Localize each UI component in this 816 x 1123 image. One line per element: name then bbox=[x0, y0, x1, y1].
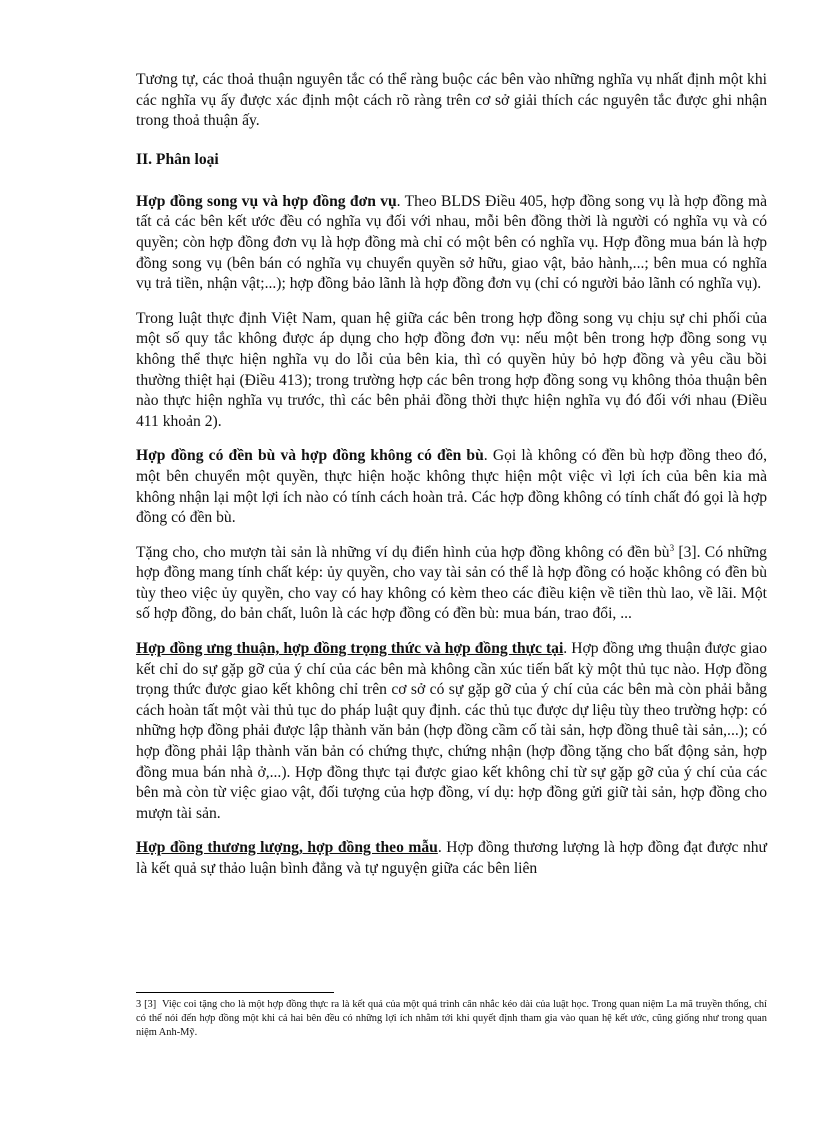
paragraph-text: . Có những hợp đồng mang tính chất kép: ủy quyền, cho vay tài sản có thể là hợp đồng có hoặc không có đền bù tùy theo việc ủy quyền, cho vay có hay không có kèm theo các điều kiện về tiền thù lao, về lãi. Một số hợp đồng, do bản chất, luôn là các hợp đồng có đền bù: mua bán, trao đổi, ... bbox=[136, 543, 767, 623]
paragraph-text: Tặng cho, cho mượn tài sản là những ví dụ điển hình của hợp đồng không có đền bù bbox=[136, 543, 670, 561]
section-heading: II. Phân loại bbox=[136, 150, 219, 168]
document-body bbox=[136, 70, 767, 894]
paragraph-lead: Hợp đồng thương lượng, hợp đồng theo mẫu bbox=[136, 839, 438, 857]
footnote-marker: 3 [3] bbox=[136, 999, 157, 1010]
paragraph-compensation bbox=[136, 446, 767, 528]
footnote-ref-text: [3] bbox=[674, 543, 697, 561]
footnote-reference[interactable]: 3 bbox=[669, 542, 675, 553]
paragraph-bilateral-rules: Trong luật thực định Việt Nam, quan hệ giữa các bên trong hợp đồng song vụ chịu sự chi phối của một số quy tắc không được áp dụng cho hợp đồng đơn vụ: nếu một bên trong hợp đồng song vụ không thể thực hiện nghĩa vụ do lỗi của bên kia, thì có quyền hủy bỏ hợp đồng và yêu cầu bồi thường thiệt hại (Điều 413); trong trường hợp các bên trong hợp đồng song vụ không thỏa thuận bên nào thực hiện nghĩa vụ trước, thì các bên phải đồng thời thực hiện nghĩa vụ đó đối với nhau (Điều 411 khoản 2). bbox=[136, 309, 767, 430]
paragraph-text: . Theo BLDS Điều 405, hợp đồng song vụ là hợp đồng mà tất cả các bên kết ước đều có nghĩa vụ đối với nhau, mỗi bên đồng thời là người có nghĩa vụ và có quyền; còn hợp đồng đơn vụ là hợp đồng mà chỉ có một bên có nghĩa vụ. Hợp đồng mua bán là hợp đồng song vụ (bên bán có nghĩa vụ chuyển quyền sở hữu, giao vật, bảo hành,...; bên mua có nghĩa vụ trả tiền, nhận vật;...); hợp đồng bảo lãnh là hợp đồng đơn vụ (chỉ có người bảo lãnh có nghĩa vụ). bbox=[136, 192, 767, 293]
paragraph-bilateral bbox=[136, 192, 767, 295]
intro-paragraph: Tương tự, các thoả thuận nguyên tắc có thể ràng buộc các bên vào những nghĩa vụ nhất định một khi các nghĩa vụ ấy được xác định một cách rõ ràng trên cơ sở giải thích các nguyên tắc được ghi nhận trong thoả thuận ấy. bbox=[136, 71, 767, 130]
footnote-separator bbox=[136, 992, 334, 993]
paragraph-gift-examples bbox=[136, 543, 767, 625]
paragraph-lead: Hợp đồng có đền bù và hợp đồng không có đền bù bbox=[136, 447, 484, 465]
paragraph-text: . Gọi là không có đền bù hợp đồng theo đó, một bên chuyển một quyền, thực hiện hoặc không thực hiện một việc vì lợi ích của bên kia mà không nhận lại một lợi ích nào có tính cách hoàn trả. Các hợp đồng không có tính chất đó gọi là hợp đồng có đền bù. bbox=[136, 447, 767, 527]
paragraph-text: . Hợp đồng thương lượng là hợp đồng đạt được như là kết quả sự thảo luận bình đẳng và tự nguyện giữa các bên liên bbox=[136, 839, 767, 877]
paragraph-text: . Hợp đồng ưng thuận được giao kết chỉ do sự gặp gỡ của ý chí của các bên mà không cần xúc tiến bất kỳ một thủ tục nào. Hợp đồng trọng thức được giao kết không chỉ trên cơ sở có sự gặp gỡ của ý chí của các bên mà còn phải bằng cách hoàn tất một vài thủ tục do pháp luật quy định. các thủ tục được dự liệu tùy theo trường hợp: có những hợp đồng phải được lập thành văn bản (hợp đồng cầm cố tài sản, hợp đồng thuê tài sản,...); có hợp đồng phải lập thành văn bản có chứng thực, chứng nhận (hợp đồng tặng cho bất động sản, hợp đồng mua bán nhà ở,...). Hợp đồng thực tại được giao kết không chỉ từ sự gặp gỡ của ý chí của các bên mà còn từ việc giao vật, đối tượng của hợp đồng, ví dụ: hợp đồng gửi giữ tài sản, hợp đồng cho mượn tài sản. bbox=[136, 640, 767, 822]
paragraph-consensual bbox=[136, 639, 767, 824]
paragraph-negotiated bbox=[136, 838, 767, 879]
paragraph-lead: Hợp đồng song vụ và hợp đồng đơn vụ bbox=[136, 192, 397, 210]
footnote-text: Việc coi tặng cho là một hợp đồng thực ra là kết quả của một quá trình cân nhắc kéo dài của luật học. Trong quan niệm La mã truyền thống, chỉ có thể nói đến hợp đồng một khi cả hai bên đều có những lợi ích nhằm tới khi quyết định tham gia vào quan hệ kết ước, cũng giống như trong quan niệm Anh-Mỹ. bbox=[136, 999, 767, 1038]
footnote bbox=[136, 998, 767, 1040]
paragraph-lead: Hợp đồng ưng thuận, hợp đồng trọng thức và hợp đồng thực tại bbox=[136, 640, 564, 658]
